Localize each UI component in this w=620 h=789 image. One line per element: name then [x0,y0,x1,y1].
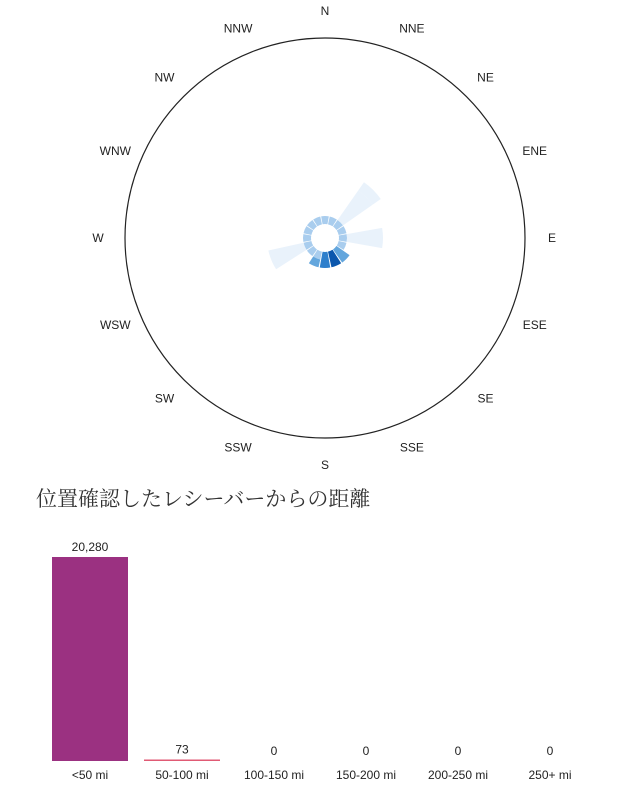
bar-value-label-1: 73 [175,742,189,757]
bar-group [52,540,572,782]
rose-sector-wsw-1 [268,243,306,269]
rose-sector-n-0 [321,216,329,224]
direction-label-ese: ESE [522,317,547,332]
direction-label-sw: SW [154,391,175,406]
direction-label-nne: NNE [399,21,425,36]
rose-sector-w-0 [303,234,311,242]
direction-label-e: E [547,231,557,245]
bar-category-label-3: 150-200 mi [335,768,397,782]
bar-category-label-5: 250+ mi [528,768,572,782]
rose-direction-labels [92,4,556,472]
rose-outer-circle [125,38,525,438]
distance-bar-chart [0,520,620,789]
bar-0 [52,557,128,761]
bar-1 [144,760,220,762]
rose-sectors [268,182,383,269]
direction-label-w: W [92,231,104,245]
direction-label-sse: SSE [399,440,424,455]
bar-category-label-2: 100-150 mi [243,768,305,782]
bar-category-label-4: 200-250 mi [427,768,489,782]
direction-label-wsw: WSW [99,317,131,332]
direction-label-wnw: WNW [99,144,131,159]
bar-value-label-2: 0 [270,744,278,758]
distance-chart-title: 位置確認したレシーバーからの距離 [36,487,371,511]
direction-label-ssw: SSW [224,440,252,455]
bar-category-label-0: <50 mi [71,768,109,782]
direction-label-ene: ENE [522,144,548,159]
direction-label-nw: NW [154,70,175,85]
bar-value-label-3: 0 [362,744,370,758]
bar-value-label-0: 20,280 [71,540,109,554]
direction-label-ne: NE [477,70,494,85]
direction-label-n: N [320,4,330,18]
direction-label-se: SE [477,391,494,406]
bar-value-label-5: 0 [546,744,554,758]
rose-sector-e-1 [347,228,383,248]
rose-sector-e-0 [339,234,347,242]
direction-label-nnw: NNW [223,21,253,36]
bar-value-label-4: 0 [454,744,462,758]
bar-category-label-1: 50-100 mi [155,768,209,782]
direction-label-s: S [320,458,330,472]
